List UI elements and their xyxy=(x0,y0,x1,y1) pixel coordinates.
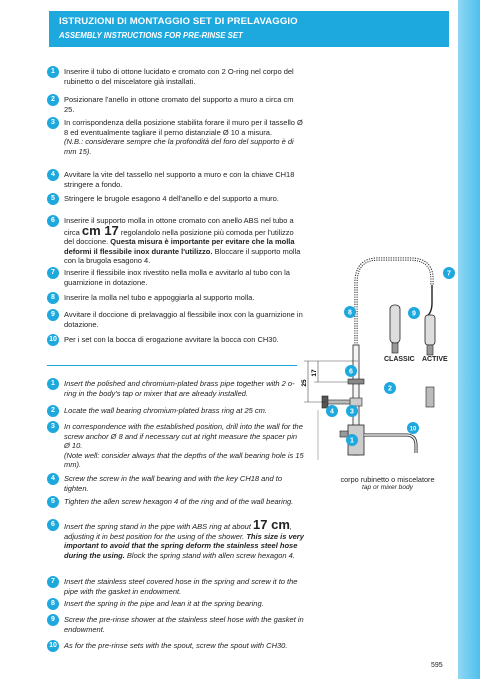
side-color-strip xyxy=(458,0,480,679)
step-text: As for the pre-rinse sets with the spout, screw the spout with CH30. xyxy=(64,641,288,650)
step-number-badge: 7 xyxy=(47,267,59,279)
step-note: (Note well: consider always that the depths of the wall bearing hole is 15 mm). xyxy=(64,450,304,469)
step-number-badge: 6 xyxy=(47,519,59,531)
step-number-badge: 7 xyxy=(47,576,59,588)
step-text-part: Block the spring stand with allen screw hexagon 4. xyxy=(124,550,295,560)
spout-outline xyxy=(364,435,416,453)
step-number-badge: 3 xyxy=(47,117,59,129)
step-text-part: Bloccare il supporto molla con la brugola esagono 4. xyxy=(64,246,301,265)
step-text-part: Inserire il supporto molla in ottone cromato con anello ABS nel tubo a circa xyxy=(64,216,294,237)
step-number-badge: 8 xyxy=(47,292,59,304)
header-title-en: ASSEMBLY INSTRUCTIONS FOR PRE-RINSE SET xyxy=(59,31,243,40)
step-warning: This size is very important to avoid that the spring deform the stainless steel hose during the using. xyxy=(64,531,304,560)
step-number-badge: 10 xyxy=(47,640,59,652)
step-number-badge: 4 xyxy=(47,169,59,181)
active-valve xyxy=(426,387,434,407)
step-number-badge: 1 xyxy=(47,66,59,78)
callout-9-label: 9 xyxy=(412,310,416,318)
step-number-badge: 5 xyxy=(47,193,59,205)
step-warning: Questa misura è importante per evitare che la molla deformi il flessibile inox durante l'utilizzo. xyxy=(64,237,295,256)
step-number-badge: 2 xyxy=(47,405,59,417)
step-text: Screw the screw in the wall bearing and with the key CH18 and to tighten. xyxy=(64,474,283,493)
step-text: Inserire il tubo di ottone lucidato e cromato con 2 O-ring nel corpo del rubinetto o del miscelatore già installati. xyxy=(64,67,294,86)
tap-connector xyxy=(340,431,348,437)
step-number-badge: 6 xyxy=(47,215,59,227)
step-text: Avvitare la vite del tassello nel supporto a muro e con la chiave CH18 stringere a fondo. xyxy=(64,170,295,189)
page-number: 595 xyxy=(431,662,443,669)
step-number-badge: 5 xyxy=(47,496,59,508)
callout-7-label: 7 xyxy=(447,270,451,278)
active-shower-head xyxy=(425,315,435,345)
step-text: Screw the pre-rinse shower at the stainless steel hose with the gasket in endowment. xyxy=(64,615,304,634)
section-divider xyxy=(47,365,297,366)
page-header xyxy=(49,11,449,47)
step-text: Inserire la molla nel tubo e appoggiarla al supporto molla. xyxy=(64,293,255,302)
callout-8-label: 8 xyxy=(348,309,352,317)
step-text xyxy=(64,517,304,560)
wall-bearing-ring xyxy=(350,398,362,406)
step-number-badge: 8 xyxy=(47,598,59,610)
pre-rinse-assembly-drawing xyxy=(298,255,458,490)
figure-caption-it: corpo rubinetto o miscelatore xyxy=(340,475,435,484)
callout-2-label: 2 xyxy=(388,385,392,393)
spring-stand-ring xyxy=(348,379,364,384)
step-text: Avvitare il doccione di prelavaggio al flessibile inox con la guarnizione in dotazione. xyxy=(64,310,303,329)
step-text: Per i set con la bocca di erogazione avvitare la bocca con CH30. xyxy=(64,335,279,344)
step-text: Inserire il flessibile inox rivestito nella molla e avvitarlo al tubo con la guarnizione in dotazione. xyxy=(64,268,290,287)
step-text: Insert the stainless steel covered hose in the spring and screw it to the pipe with the gasket in endowment. xyxy=(64,577,298,596)
step-text-part: regolandolo nella posizione più comoda per l'utilizzo del doccione. xyxy=(64,227,294,246)
step-main-text: In corrispondenza della posizione stabilita forare il muro per il tassello Ø 8 ed eventualmente tagliare il perno distanziale Ø 10 a misura. xyxy=(64,118,303,137)
figure-caption-en: tap or mixer body xyxy=(362,484,413,491)
step-number-badge: 9 xyxy=(47,614,59,626)
step-text: Insert the spring in the pipe and lean it at the spring bearing. xyxy=(64,599,264,608)
step-text xyxy=(64,216,304,266)
callout-3-label: 3 xyxy=(350,408,354,416)
callout-6-label: 6 xyxy=(349,368,353,376)
callout-10-label: 10 xyxy=(409,426,417,433)
step-number-badge: 2 xyxy=(47,94,59,106)
step-text: Insert the polished and chromium-plated brass pipe together with 2 o-ring in the body's tap or mixer that are already installed. xyxy=(64,379,295,398)
step-text-part: , adjusting it in best position for the using of the shower. xyxy=(64,522,292,541)
step-number-badge: 10 xyxy=(47,334,59,346)
dimension-17-label: 17 xyxy=(311,369,318,377)
step-note: (N.B.: considerare sempre che la profondità del foro del supporto è di mm 15). xyxy=(64,137,294,156)
callout-4-label: 4 xyxy=(330,408,334,416)
step-number-badge: 1 xyxy=(47,378,59,390)
step-text xyxy=(64,422,304,470)
classic-shower-head xyxy=(390,305,400,343)
step-number-badge: 3 xyxy=(47,421,59,433)
active-shower-nozzle xyxy=(427,345,433,355)
step-number-badge: 9 xyxy=(47,309,59,321)
step-text: Tighten the allen screw hexagon 4 of the ring and of the wall bearing. xyxy=(64,497,294,506)
step-text: Locate the wall bearing chromium-plated brass ring at 25 cm. xyxy=(64,406,268,415)
step-text xyxy=(64,118,304,156)
classic-shower-nozzle xyxy=(392,343,398,353)
hose-end xyxy=(426,285,432,317)
header-title-it: ISTRUZIONI DI MONTAGGIO SET DI PRELAVAGGIO xyxy=(59,16,298,27)
callout-1-label: 1 xyxy=(350,437,354,445)
step-number-badge: 4 xyxy=(47,473,59,485)
step-measure: 17 cm xyxy=(253,517,290,532)
label-classic: CLASSIC xyxy=(384,356,415,363)
step-text-part: Insert the spring stand in the pipe with ABS ring at about xyxy=(64,522,254,531)
spout-core xyxy=(364,435,416,453)
step-text: Stringere le brugole esagono 4 dell'anello e del supporto a muro. xyxy=(64,194,279,203)
step-main-text: In correspondence with the established position, drill into the wall for the screw anchor Ø 8 and if necessary cut at right measure the spacer pin Ø 10. xyxy=(64,422,303,450)
dimension-25-label: 25 xyxy=(301,379,308,387)
step-text: Posizionare l'anello in ottone cromato del supporto a muro a circa cm 25. xyxy=(64,95,294,114)
step-measure: cm 17 xyxy=(81,222,119,238)
label-active: ACTIVE xyxy=(422,356,448,363)
